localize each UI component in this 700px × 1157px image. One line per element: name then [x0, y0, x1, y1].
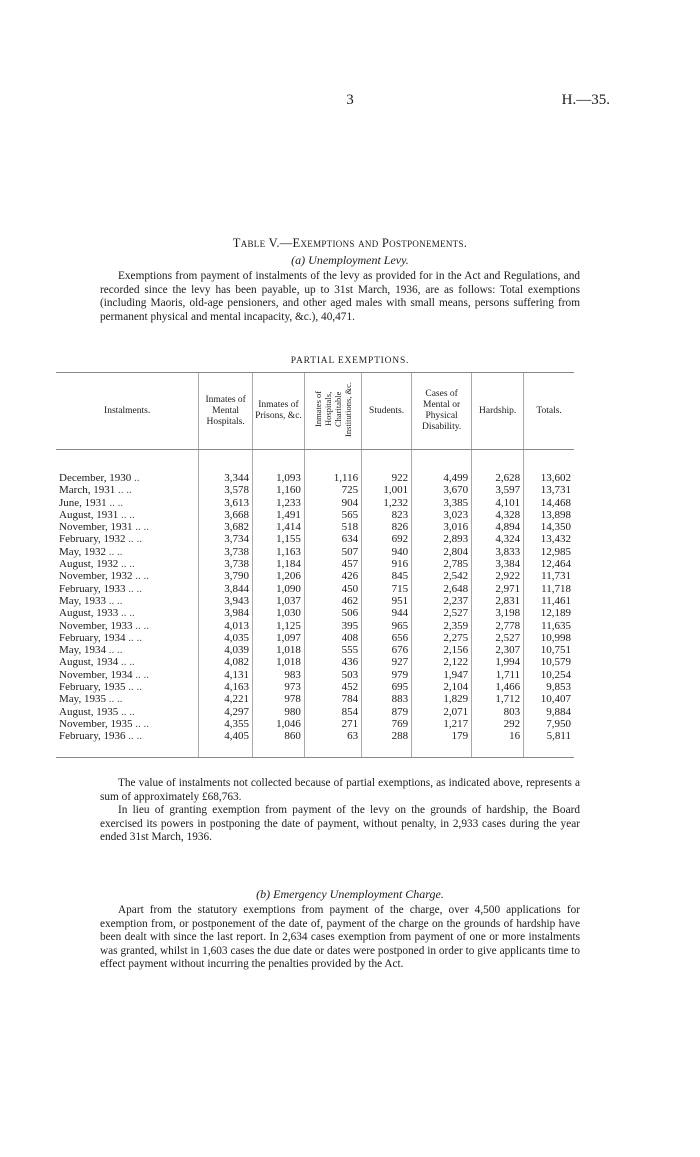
leader-dots: .. .. — [121, 656, 135, 669]
cell-prisons: 1,090 — [253, 583, 305, 595]
table-row — [56, 730, 574, 757]
cell-charitable: 904 — [304, 497, 361, 509]
cell-charitable: 450 — [304, 583, 361, 595]
instalment-month: November, 1934 — [59, 668, 133, 681]
instalment-month: August, 1933 — [59, 607, 119, 620]
cell-instalment — [56, 546, 199, 558]
cell-hardship: 16 — [472, 730, 524, 757]
section-b-title: (b) Emergency Unemployment Charge. — [256, 887, 444, 901]
cell-hardship: 2,971 — [472, 583, 524, 595]
header-mental-hospitals: Inmates of Mental Hospitals. — [199, 373, 253, 450]
cell-totals: 13,432 — [524, 533, 574, 545]
cell-prisons: 1,163 — [253, 546, 305, 558]
table-row — [56, 583, 574, 595]
cell-instalment — [56, 509, 199, 521]
cell-totals: 5,811 — [524, 730, 574, 757]
table-row — [56, 718, 574, 730]
cell-hardship: 1,711 — [472, 669, 524, 681]
cell-totals: 12,985 — [524, 546, 574, 558]
header-students: Students. — [362, 373, 412, 450]
cell-totals: 11,635 — [524, 620, 574, 632]
cell-charitable: 506 — [304, 607, 361, 619]
cell-mental: 4,355 — [199, 718, 253, 730]
cell-prisons: 1,037 — [253, 595, 305, 607]
instalment-month: November, 1931 — [59, 521, 133, 534]
leader-dots: .. .. — [128, 631, 142, 644]
instalment-month: February, 1935 — [59, 681, 126, 694]
partial-exemptions-title: PARTIAL EXEMPTIONS. — [290, 356, 410, 366]
cell-students: 940 — [362, 546, 412, 558]
cell-instalment — [56, 484, 199, 496]
cell-prisons: 1,155 — [253, 533, 305, 545]
cell-students: 916 — [362, 558, 412, 570]
leader-dots: .. .. — [117, 484, 132, 497]
table-row — [56, 693, 574, 705]
table-row — [56, 484, 574, 496]
cell-charitable: 555 — [304, 644, 361, 656]
cell-hardship: 2,628 — [472, 472, 524, 484]
cell-instalment — [56, 533, 199, 545]
cell-charitable: 503 — [304, 669, 361, 681]
cell-students: 979 — [362, 669, 412, 681]
cell-students: 676 — [362, 644, 412, 656]
cell-charitable: 1,116 — [304, 472, 361, 484]
cell-instalment — [56, 730, 199, 757]
cell-mental: 4,013 — [199, 620, 253, 632]
leader-dots: .. .. — [128, 533, 142, 546]
cell-totals: 11,461 — [524, 595, 574, 607]
cell-charitable: 462 — [304, 595, 361, 607]
instalment-month: May, 1935 — [59, 693, 106, 706]
cell-mental: 3,943 — [199, 595, 253, 607]
instalment-month: May, 1934 — [59, 644, 106, 657]
intro-paragraph: Exemptions from payment of instalments of the levy as provided for in the Act and Regulations, and recorded since the levy has been payable, up to 31st March, 1936, are as follows: Total exemptions (including Maoris, old-age pensioners, and other aged males with small means, persons suffering from permanent physical and mental incapacity, &c.), 40,471. — [100, 270, 580, 323]
cell-hardship: 1,712 — [472, 693, 524, 705]
table-row — [56, 595, 574, 607]
table-row — [56, 607, 574, 619]
cell-mental: 4,131 — [199, 669, 253, 681]
cell-students: 951 — [362, 595, 412, 607]
cell-hardship: 3,384 — [472, 558, 524, 570]
cell-instalment — [56, 570, 199, 582]
cell-charitable: 426 — [304, 570, 361, 582]
leader-dots: .. .. — [121, 508, 135, 521]
cell-mental: 4,082 — [199, 656, 253, 668]
cell-disability: 1,217 — [412, 718, 472, 730]
cell-charitable: 518 — [304, 521, 361, 533]
table-title: Table V.—Exemptions and Postponements. — [232, 236, 468, 250]
header-hardship: Hardship. — [472, 373, 524, 450]
leader-dots: .. .. — [135, 521, 149, 534]
leader-dots: .. .. — [135, 570, 149, 583]
cell-mental: 4,297 — [199, 706, 253, 718]
cell-mental: 3,682 — [199, 521, 253, 533]
cell-hardship: 4,894 — [472, 521, 524, 533]
cell-charitable: 452 — [304, 681, 361, 693]
leader-dots: .. .. — [109, 496, 124, 509]
cell-prisons: 1,046 — [253, 718, 305, 730]
instalment-month: August, 1931 — [59, 508, 119, 521]
leader-dots: .. .. — [135, 717, 149, 730]
instalment-month: August, 1934 — [59, 656, 119, 669]
cell-mental: 4,405 — [199, 730, 253, 757]
leader-dots: .. .. — [108, 545, 123, 558]
cell-instalment — [56, 681, 199, 693]
cell-instalment — [56, 583, 199, 595]
cell-disability: 3,670 — [412, 484, 472, 496]
leader-dots: .. — [134, 472, 140, 484]
lieu-paragraph: In lieu of granting exemption from payment of the levy on the grounds of hardship, the Board exercised its powers in postponing the date of payment, without penalty, in 2,933 cases during the year ended 31st March, 1936. — [100, 804, 580, 843]
instalment-month: February, 1933 — [59, 582, 126, 595]
cell-students: 845 — [362, 570, 412, 582]
leader-dots: .. .. — [128, 730, 142, 743]
cell-disability: 4,499 — [412, 472, 472, 484]
cell-disability: 2,785 — [412, 558, 472, 570]
cell-totals: 14,350 — [524, 521, 574, 533]
cell-students: 826 — [362, 521, 412, 533]
cell-mental: 4,163 — [199, 681, 253, 693]
instalment-month: March, 1931 — [59, 484, 116, 497]
cell-students: 879 — [362, 706, 412, 718]
cell-totals: 12,464 — [524, 558, 574, 570]
cell-disability: 2,275 — [412, 632, 472, 644]
cell-totals: 13,602 — [524, 472, 574, 484]
cell-students: 1,232 — [362, 497, 412, 509]
cell-prisons: 1,018 — [253, 644, 305, 656]
leader-dots: .. .. — [121, 705, 135, 718]
cell-hardship: 4,328 — [472, 509, 524, 521]
cell-totals: 10,579 — [524, 656, 574, 668]
cell-disability: 2,122 — [412, 656, 472, 668]
cell-totals: 14,468 — [524, 497, 574, 509]
cell-students: 944 — [362, 607, 412, 619]
table-row — [56, 472, 574, 484]
cell-disability: 3,016 — [412, 521, 472, 533]
cell-hardship: 2,527 — [472, 632, 524, 644]
table-row — [56, 546, 574, 558]
leader-dots: .. .. — [135, 619, 149, 632]
cell-prisons: 973 — [253, 681, 305, 693]
table-row — [56, 570, 574, 582]
cell-mental: 3,984 — [199, 607, 253, 619]
cell-disability: 3,023 — [412, 509, 472, 521]
partial-exemptions-table — [56, 372, 574, 758]
table-row — [56, 644, 574, 656]
cell-prisons: 1,093 — [253, 472, 305, 484]
leader-dots: .. .. — [108, 594, 123, 607]
cell-instalment — [56, 669, 199, 681]
cell-hardship: 803 — [472, 706, 524, 718]
cell-charitable: 63 — [304, 730, 361, 757]
cell-disability: 2,648 — [412, 583, 472, 595]
cell-disability: 2,542 — [412, 570, 472, 582]
leader-dots: .. .. — [128, 681, 142, 694]
instalment-month: August, 1932 — [59, 558, 119, 571]
table-header-row — [56, 373, 574, 450]
cell-totals: 10,751 — [524, 644, 574, 656]
cell-totals: 13,731 — [524, 484, 574, 496]
cell-disability: 1,829 — [412, 693, 472, 705]
cell-prisons: 978 — [253, 693, 305, 705]
leader-dots: .. .. — [108, 693, 123, 706]
cell-mental: 3,844 — [199, 583, 253, 595]
table-row — [56, 620, 574, 632]
cell-mental: 3,734 — [199, 533, 253, 545]
cell-hardship: 292 — [472, 718, 524, 730]
cell-charitable: 271 — [304, 718, 361, 730]
cell-disability: 2,893 — [412, 533, 472, 545]
instalment-month: August, 1935 — [59, 705, 119, 718]
cell-prisons: 1,233 — [253, 497, 305, 509]
cell-hardship: 2,307 — [472, 644, 524, 656]
leader-dots: .. .. — [108, 644, 123, 657]
leader-dots: .. .. — [121, 607, 135, 620]
cell-prisons: 1,414 — [253, 521, 305, 533]
cell-totals: 13,898 — [524, 509, 574, 521]
cell-charitable: 784 — [304, 693, 361, 705]
cell-disability: 2,071 — [412, 706, 472, 718]
header-charitable — [304, 373, 361, 450]
cell-students: 692 — [362, 533, 412, 545]
cell-charitable: 565 — [304, 509, 361, 521]
cell-hardship: 1,994 — [472, 656, 524, 668]
table-row — [56, 509, 574, 521]
instalment-month: May, 1933 — [59, 594, 106, 607]
cell-mental: 3,738 — [199, 558, 253, 570]
cell-totals: 11,718 — [524, 583, 574, 595]
cell-disability: 2,527 — [412, 607, 472, 619]
header-totals: Totals. — [524, 373, 574, 450]
cell-disability: 2,804 — [412, 546, 472, 558]
cell-mental: 3,790 — [199, 570, 253, 582]
leader-dots: .. .. — [135, 668, 149, 681]
cell-charitable: 395 — [304, 620, 361, 632]
cell-instalment — [56, 656, 199, 668]
cell-totals: 7,950 — [524, 718, 574, 730]
table-row — [56, 669, 574, 681]
table-row — [56, 521, 574, 533]
cell-mental: 3,738 — [199, 546, 253, 558]
cell-disability: 2,359 — [412, 620, 472, 632]
cell-hardship: 2,922 — [472, 570, 524, 582]
cell-disability: 2,104 — [412, 681, 472, 693]
cell-prisons: 983 — [253, 669, 305, 681]
cell-hardship: 2,831 — [472, 595, 524, 607]
leader-dots: .. .. — [128, 582, 142, 595]
cell-charitable: 634 — [304, 533, 361, 545]
cell-totals: 9,884 — [524, 706, 574, 718]
cell-prisons: 1,491 — [253, 509, 305, 521]
instalment-month: December, 1930 — [59, 472, 132, 484]
charge-paragraph: Apart from the statutory exemptions from payment of the charge, over 4,500 applications for exemption from, or postponement of the date of, payment of the charge on the grounds of hardship have been dealt with since the last report. In 2,634 cases exemption from payment of one or more instalments was granted, whilst in 1,603 cases the due date or dates were postponed in order to give applicants time to effect payment without incurring the penalties provided by the Act. — [100, 904, 580, 970]
cell-charitable: 854 — [304, 706, 361, 718]
cell-totals: 10,254 — [524, 669, 574, 681]
cell-students: 927 — [362, 656, 412, 668]
cell-hardship: 3,198 — [472, 607, 524, 619]
cell-students: 769 — [362, 718, 412, 730]
cell-disability: 2,156 — [412, 644, 472, 656]
cell-students: 695 — [362, 681, 412, 693]
cell-totals: 10,998 — [524, 632, 574, 644]
cell-charitable: 436 — [304, 656, 361, 668]
cell-prisons: 1,184 — [253, 558, 305, 570]
cell-instalment — [56, 644, 199, 656]
cell-charitable: 457 — [304, 558, 361, 570]
cell-instalment — [56, 632, 199, 644]
header-charitable-label: Inmates of Hospitals, Charitable Institutions, &c. — [313, 381, 353, 437]
instalment-month: June, 1931 — [59, 496, 107, 509]
cell-instalment — [56, 706, 199, 718]
instalment-month: November, 1933 — [59, 619, 133, 632]
cell-hardship: 1,466 — [472, 681, 524, 693]
instalment-month: November, 1935 — [59, 717, 133, 730]
cell-students: 1,001 — [362, 484, 412, 496]
cell-mental: 4,039 — [199, 644, 253, 656]
table-row — [56, 656, 574, 668]
cell-students: 922 — [362, 472, 412, 484]
cell-instalment — [56, 693, 199, 705]
cell-hardship: 3,597 — [472, 484, 524, 496]
header-prisons: Inmates of Prisons, &c. — [253, 373, 305, 450]
cell-hardship: 2,778 — [472, 620, 524, 632]
cell-students: 715 — [362, 583, 412, 595]
instalment-month: February, 1934 — [59, 631, 126, 644]
value-paragraph: The value of instalments not collected because of partial exemptions, as indicated above, represents a sum of approximately £68,763. — [100, 777, 580, 803]
cell-instalment — [56, 497, 199, 509]
cell-prisons: 1,030 — [253, 607, 305, 619]
cell-prisons: 860 — [253, 730, 305, 757]
cell-students: 965 — [362, 620, 412, 632]
cell-instalment — [56, 472, 199, 484]
table-row — [56, 558, 574, 570]
cell-charitable: 507 — [304, 546, 361, 558]
cell-prisons: 1,097 — [253, 632, 305, 644]
cell-prisons: 1,018 — [253, 656, 305, 668]
cell-students: 288 — [362, 730, 412, 757]
cell-disability: 1,947 — [412, 669, 472, 681]
cell-totals: 12,189 — [524, 607, 574, 619]
document-reference: H.—35. — [561, 92, 610, 108]
cell-prisons: 980 — [253, 706, 305, 718]
cell-mental: 4,035 — [199, 632, 253, 644]
cell-mental: 3,613 — [199, 497, 253, 509]
cell-students: 656 — [362, 632, 412, 644]
cell-totals: 11,731 — [524, 570, 574, 582]
cell-disability: 3,385 — [412, 497, 472, 509]
instalment-month: February, 1936 — [59, 730, 126, 743]
cell-hardship: 3,833 — [472, 546, 524, 558]
cell-students: 883 — [362, 693, 412, 705]
cell-totals: 10,407 — [524, 693, 574, 705]
table-row — [56, 497, 574, 509]
cell-hardship: 4,101 — [472, 497, 524, 509]
header-instalments: Instalments. — [56, 373, 199, 450]
cell-instalment — [56, 595, 199, 607]
table-row — [56, 681, 574, 693]
cell-prisons: 1,206 — [253, 570, 305, 582]
table-row — [56, 632, 574, 644]
cell-charitable: 408 — [304, 632, 361, 644]
header-disability: Cases of Mental or Physical Disability. — [412, 373, 472, 450]
cell-instalment — [56, 558, 199, 570]
cell-charitable: 725 — [304, 484, 361, 496]
cell-instalment — [56, 620, 199, 632]
instalment-month: May, 1932 — [59, 545, 106, 558]
cell-instalment — [56, 718, 199, 730]
cell-disability: 2,237 — [412, 595, 472, 607]
page-number: 3 — [346, 92, 354, 108]
instalment-month: February, 1932 — [59, 533, 126, 546]
cell-instalment — [56, 521, 199, 533]
cell-instalment — [56, 607, 199, 619]
cell-mental: 3,344 — [199, 472, 253, 484]
leader-dots: .. .. — [121, 558, 135, 571]
cell-disability: 179 — [412, 730, 472, 757]
cell-mental: 3,668 — [199, 509, 253, 521]
cell-mental: 3,578 — [199, 484, 253, 496]
cell-totals: 9,853 — [524, 681, 574, 693]
cell-students: 823 — [362, 509, 412, 521]
section-a-title: (a) Unemployment Levy. — [291, 253, 409, 267]
cell-prisons: 1,125 — [253, 620, 305, 632]
cell-prisons: 1,160 — [253, 484, 305, 496]
instalment-month: November, 1932 — [59, 570, 133, 583]
table-row — [56, 706, 574, 718]
table-row — [56, 533, 574, 545]
cell-mental: 4,221 — [199, 693, 253, 705]
cell-hardship: 4,324 — [472, 533, 524, 545]
